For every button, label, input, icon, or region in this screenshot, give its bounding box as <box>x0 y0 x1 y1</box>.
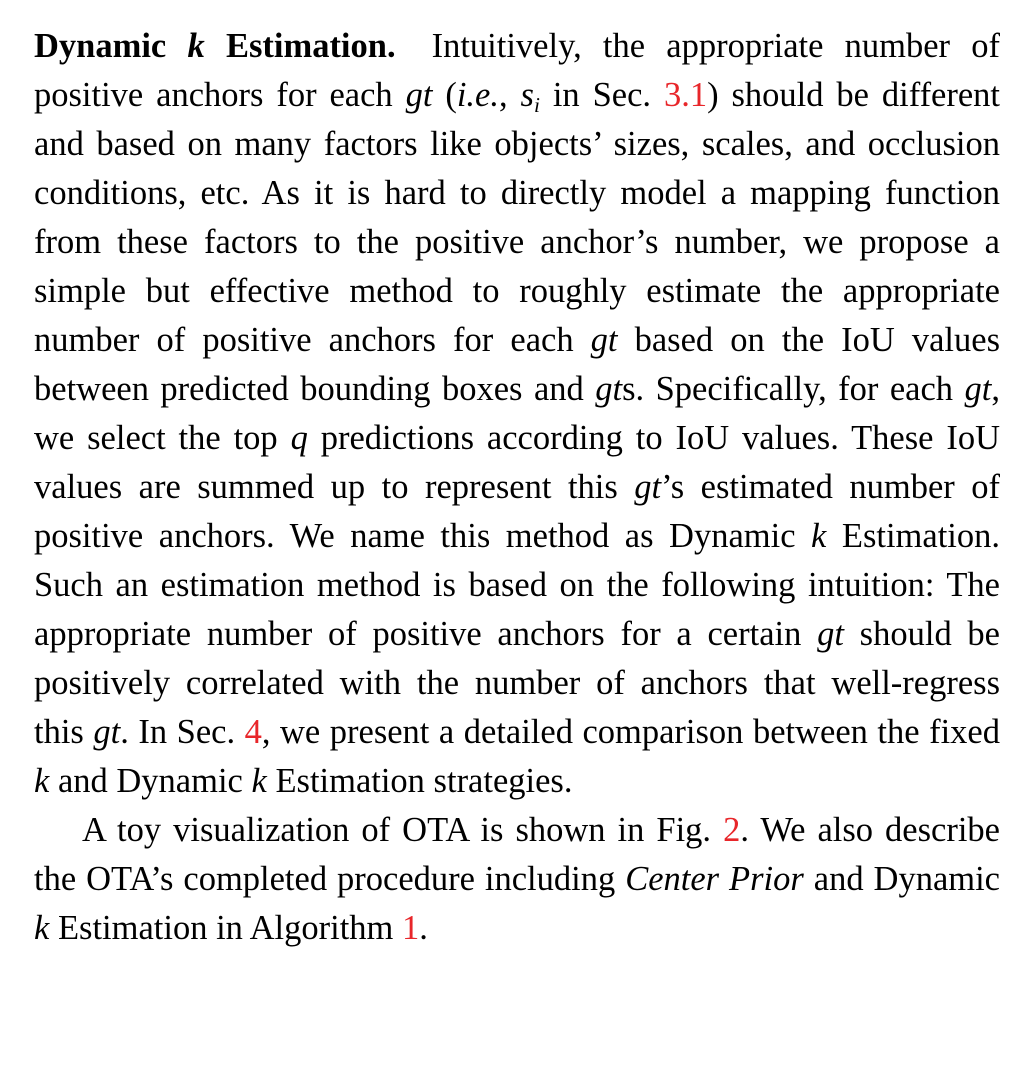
math-gt: gt <box>634 468 662 506</box>
section-ref-link[interactable]: 4 <box>244 713 262 751</box>
figure-ref-link[interactable]: 2 <box>723 811 741 849</box>
math-gt: gt <box>595 370 623 408</box>
paper-text-block <box>34 22 1000 953</box>
emphasis-center-prior: Center Prior <box>625 860 804 898</box>
math-gt: gt <box>817 615 844 653</box>
paragraph-dynamic-k-estimation: Dynamic k Estimation. Intuitively, the appropriate number of positive anchors for each gt (i.e., $s_i$ in Sec. 3.1) should be different and based on many factors like objects’ sizes, scales, and occlusion conditions, etc. As it is hard to directly model a mapping function from these factors to the positive anchor’s number, we propose a simple but effective method to roughly estimate the appropriate number of positive anchors for each gt based on the IoU values between predicted bounding boxes and gts. Specifically, for each gt, we select the top q predictions according to IoU values. These IoU values are summed up to represent this gt’s estimated number of positive anchors. We name this method as Dynamic k Estimation. Such an estimation method is based on the following intuition: The appropriate number of positive anchors for a certain gt should be positively correlated with the number of anchors that well-regress this gt. In Sec. 4, we present a detailed comparison between the fixed k and Dynamic k Estimation strategies. <box>34 27 1001 800</box>
paragraph-ota-visualization: A toy visualization of OTA is shown in Fig. 2. We also describe the OTA’s completed procedure including Center Prior and Dynamic k Estimation in Algorithm 1. <box>34 811 1000 947</box>
math-k: k <box>251 762 267 800</box>
math-gt: gt <box>93 713 121 751</box>
math-k: k <box>811 517 827 555</box>
math-k: k <box>34 909 50 947</box>
math-gt: gt <box>590 321 618 359</box>
emphasis-ie: i.e. <box>456 76 499 114</box>
algorithm-ref-link[interactable]: 1 <box>402 909 420 947</box>
math-gt: gt <box>405 76 433 114</box>
math-gt: gt <box>964 370 992 408</box>
math-s-i: $s_i$ <box>520 76 540 117</box>
math-q: q <box>290 419 308 457</box>
section-heading: Dynamic k Estimation. <box>34 27 396 65</box>
section-ref-link[interactable]: 3.1 <box>663 76 708 114</box>
math-k: k <box>187 27 205 65</box>
math-k: k <box>34 762 50 800</box>
